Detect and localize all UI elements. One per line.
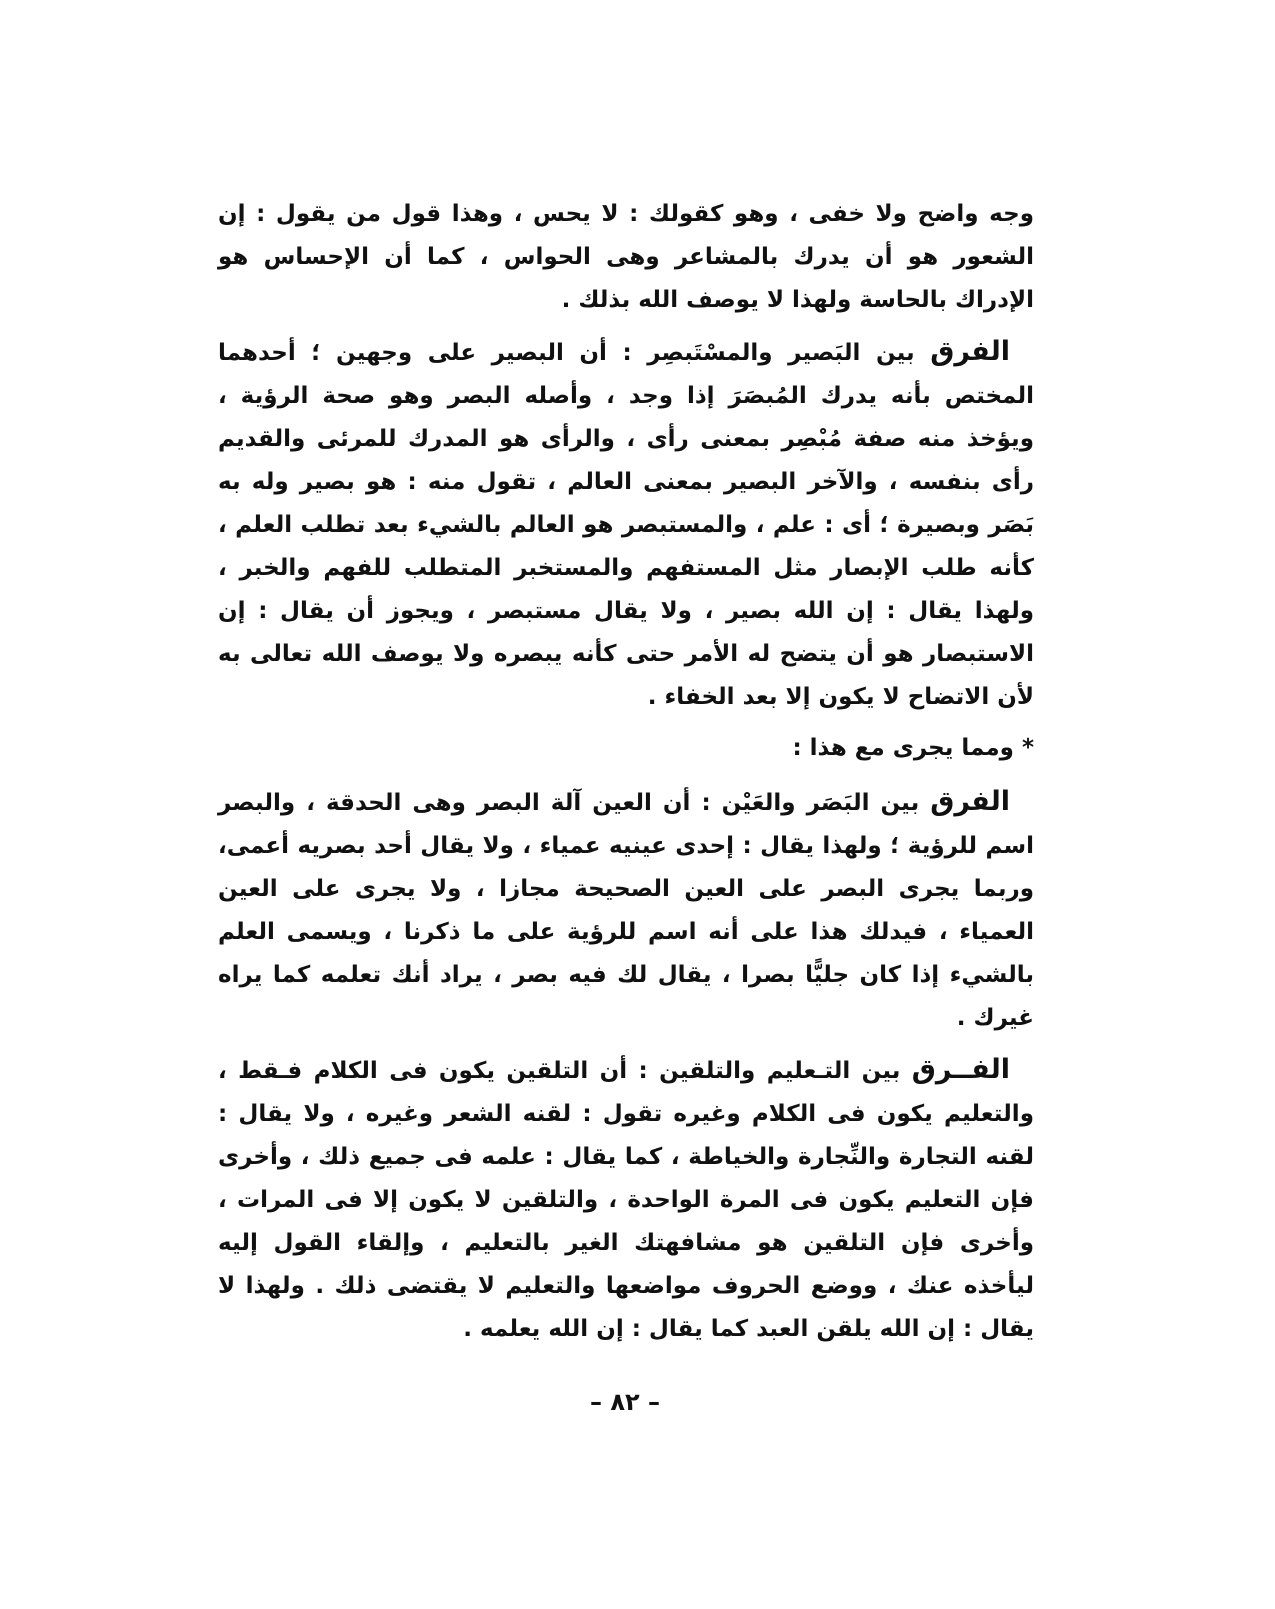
paragraph-shuur <box>218 193 1034 322</box>
paragraph-text: بين البَصَر والعَيْن : أن العين آلة البصر وهى الحدقة ، والبصر اسم للرؤية ؛ ولهذا يقال : إحدى عينيه عمياء ، ولا يقال أحد بصريه أعمى، وربما يجرى البصر على العين الصحيحة مجازا ، ولا يجرى على العين العمياء ، فيدلك هذا على أنه اسم للرؤية على ما ذكرنا ، ويسمى العلم بالشيء إذا كان جليًّا بصرا ، يقال لك فيه بصر ، يراد أنك تعلمه كما يراه غيرك . <box>218 790 1034 1031</box>
paragraph-text: بين البَصير والمسْتَبصِر : أن البصير على وجهين ؛ أحدهما المختص بأنه يدرك المُبصَرَ إذا وجد ، وأصله البصر وهو صحة الرؤية ، ويؤخذ منه صفة مُبْصِر بمعنى رأى ، والرأى هو المدرك للمرئى والقديم رأى بنفسه ، والآخر البصير بمعنى العالم ، تقول منه : هو بصير وله به بَصَر وبصيرة ؛ أى : علم ، والمستبصر هو العالم بالشيء بعد تطلب العلم ، كأنه طلب الإبصار مثل المستفهم والمستخبر المتطلب للفهم والخبر ، ولهذا يقال : إن الله بصير ، ولا يقال مستبصر ، ويجوز أن يقال : إن الاستبصار هو أن يتضح له الأمر حتى كأنه يبصره ولا يوصف الله تعالى به لأن الاتضاح لا يكون إلا بعد الخفاء . <box>218 340 1034 710</box>
paragraph-text: وجه واضح ولا خفى ، وهو كقولك : لا يحس ، وهذا قول من يقول : إن الشعور هو أن يدرك بالمشاعر وهى الحواس ، كما أن الإحساس هو الإدراك بالحاسة ولهذا لا يوصف الله بذلك . <box>218 201 1034 313</box>
page-number: – ٨٢ – <box>589 1388 660 1416</box>
paragraph-basar-ayn <box>218 780 1034 1040</box>
paragraph-term: الفرق <box>930 786 1010 817</box>
paragraph-basir-mustabsir <box>218 330 1034 719</box>
body-text <box>218 193 1034 1359</box>
section-heading: * ومما يجرى مع هذا : <box>792 735 1034 761</box>
paragraph-term: الفرق <box>930 336 1010 367</box>
paragraph-text: بين التـعليم والتلقين : أن التلقين يكون فى الكلام فـقط ، والتعليم يكون فى الكلام وغيره تقول : لقنه الشعر وغيره ، ولا يقال : لقنه التجارة والنِّجارة والخياطة ، كما يقال : علمه فى جميع ذلك ، وأخرى فإن التعليم يكون فى المرة الواحدة ، والتلقين لا يكون إلا فى المرات ، وأخرى فإن التلقين هو مشافهتك الغير بالتعليم ، وإلقاء القول إليه ليأخذه عنك ، ووضع الحروف مواضعها والتعليم لا يقتضى ذلك . ولهذا لا يقال : إن الله يلقن العبد كما يقال : إن الله يعلمه . <box>218 1058 1034 1342</box>
paragraph-term: الفــرق <box>911 1054 1010 1085</box>
paragraph-talim-talqin <box>218 1048 1034 1351</box>
